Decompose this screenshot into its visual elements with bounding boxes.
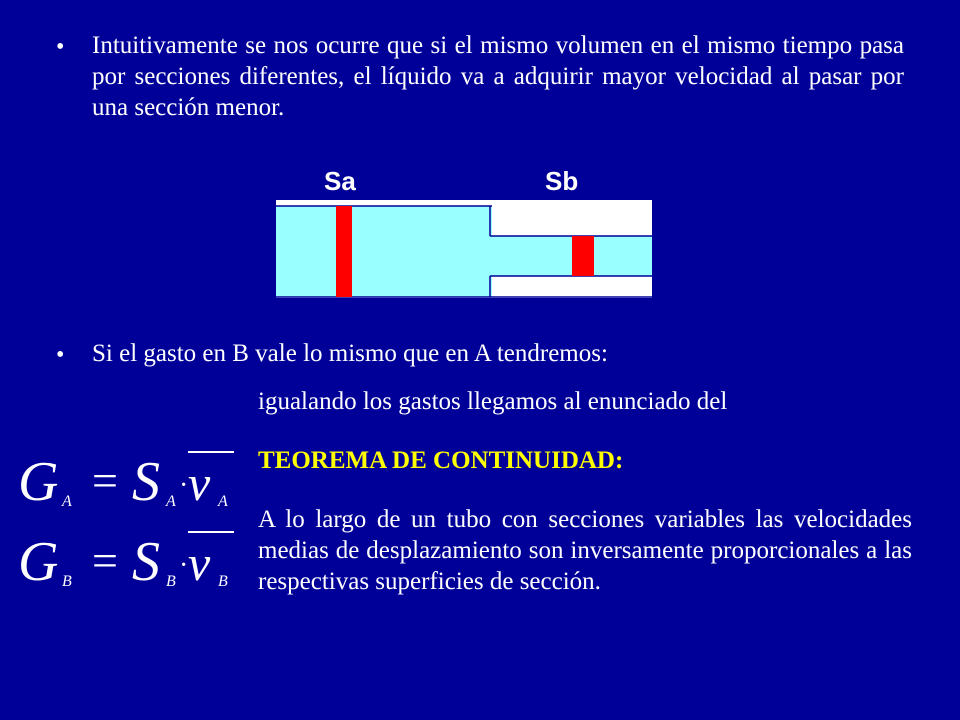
- section-b-label: Sb: [545, 166, 579, 196]
- equation-gasto-b: [18, 531, 234, 593]
- svg-text:A: A: [62, 493, 72, 510]
- svg-text:G: G: [18, 531, 59, 593]
- wide-section-fluid: [276, 206, 492, 297]
- svg-text:B: B: [62, 573, 72, 590]
- conclusion-intro: igualando los gastos llegamos al enunciado del: [258, 388, 728, 415]
- bullet-marker: •: [56, 34, 65, 60]
- section-a-label: Sa: [324, 166, 356, 196]
- intro-paragraph: Intuitivamente se nos ocurre que si el mismo volumen en el mismo tiempo pasa por secciones diferentes, el líquido va a adquirir mayor velocidad al pasar por una sección menor.: [92, 32, 904, 121]
- svg-text:S: S: [132, 531, 160, 593]
- svg-text:B: B: [218, 573, 228, 590]
- gasto-statement: Si el gasto en B vale lo mismo que en A tendremos:: [92, 340, 608, 367]
- svg-text:v: v: [188, 455, 211, 511]
- equation-gasto-a: [18, 451, 234, 513]
- svg-text:B: B: [166, 573, 176, 590]
- svg-text:A: A: [218, 493, 228, 510]
- svg-text:S: S: [132, 451, 160, 513]
- svg-text:v: v: [188, 535, 211, 591]
- section-a-marker: [336, 206, 352, 297]
- equations: [8, 438, 244, 598]
- bullet-marker: •: [56, 342, 65, 368]
- svg-text:=: =: [92, 455, 118, 506]
- svg-text:·: ·: [179, 470, 189, 501]
- svg-text:A: A: [166, 493, 176, 510]
- svg-text:·: ·: [179, 550, 189, 581]
- pipe-diagram: [272, 196, 656, 302]
- svg-text:G: G: [18, 451, 59, 513]
- svg-text:=: =: [92, 535, 118, 586]
- theorem-title: TEOREMA DE CONTINUIDAD:: [258, 447, 624, 474]
- theorem-text: A lo largo de un tubo con secciones variables las velocidades medias de desplazamiento son inversamente proporcionales a las respectivas superficies de sección.: [258, 506, 912, 595]
- section-b-marker: [572, 236, 594, 276]
